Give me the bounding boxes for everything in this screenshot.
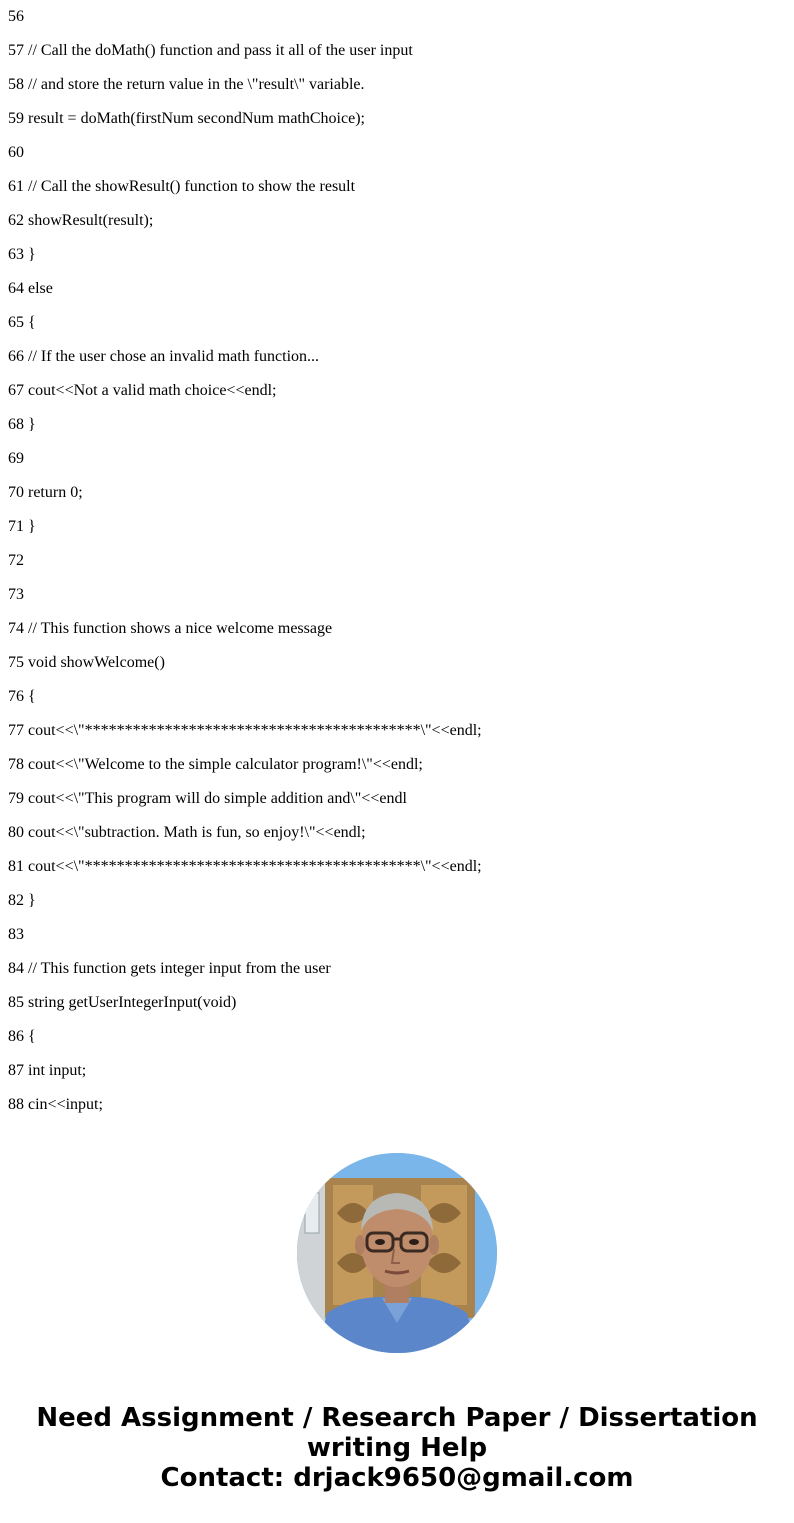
code-line: 66 // If the user chose an invalid math function... — [8, 348, 320, 365]
footer-line-2: writing Help — [306, 1433, 488, 1463]
code-line: 76 { — [8, 688, 36, 705]
code-line: 58 // and store the return value in the \"result\" variable. — [8, 76, 365, 93]
code-line: 78 cout<<\"Welcome to the simple calculator program!\"<<endl; — [8, 756, 423, 773]
code-line: 87 int input; — [8, 1062, 87, 1079]
code-line: 64 else — [8, 280, 53, 297]
code-line: 69 — [8, 450, 24, 467]
code-line: 57 // Call the doMath() function and pass it all of the user input — [8, 42, 413, 59]
code-line: 80 cout<<\"subtraction. Math is fun, so enjoy!\"<<endl; — [8, 824, 366, 841]
code-line: 73 — [8, 586, 24, 603]
person-photo-icon — [297, 1153, 497, 1353]
code-line: 68 } — [8, 416, 36, 433]
code-line: 82 } — [8, 892, 36, 909]
code-line: 75 void showWelcome() — [8, 654, 165, 671]
code-listing — [8, 0, 786, 1122]
code-line: 86 { — [8, 1028, 36, 1045]
code-line: 71 } — [8, 518, 36, 535]
code-line: 77 cout<<\"******************************************\"<<endl; — [8, 722, 482, 739]
code-line: 85 string getUserIntegerInput(void) — [8, 994, 237, 1011]
footer-contact — [0, 1403, 794, 1493]
code-line: 84 // This function gets integer input from the user — [8, 960, 331, 977]
code-line: 62 showResult(result); — [8, 212, 154, 229]
code-line: 74 // This function shows a nice welcome message — [8, 620, 333, 637]
footer-contact-email: Contact: drjack9650@gmail.com — [160, 1463, 634, 1493]
author-avatar — [297, 1153, 497, 1353]
code-line: 88 cin<<input; — [8, 1096, 103, 1113]
code-line: 59 result = doMath(firstNum secondNum mathChoice); — [8, 110, 365, 127]
code-line: 79 cout<<\"This program will do simple addition and\"<<endl — [8, 790, 407, 807]
code-line: 56 — [8, 8, 24, 25]
code-line: 67 cout<<Not a valid math choice<<endl; — [8, 382, 277, 399]
code-line: 72 — [8, 552, 24, 569]
code-line: 70 return 0; — [8, 484, 83, 501]
code-line: 65 { — [8, 314, 36, 331]
code-line: 60 — [8, 144, 24, 161]
code-line: 63 } — [8, 246, 36, 263]
code-line: 83 — [8, 926, 24, 943]
code-line: 81 cout<<\"******************************************\"<<endl; — [8, 858, 482, 875]
footer-line-1: Need Assignment / Research Paper / Dissertation — [36, 1403, 758, 1433]
code-line: 61 // Call the showResult() function to show the result — [8, 178, 356, 195]
